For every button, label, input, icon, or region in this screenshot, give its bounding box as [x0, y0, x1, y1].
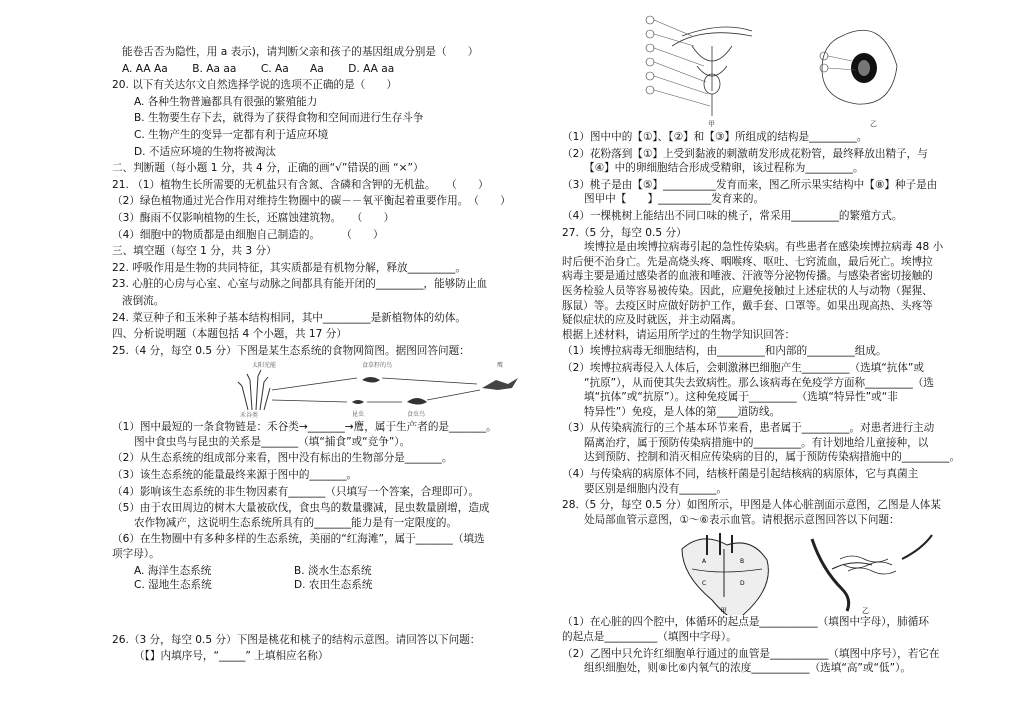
figure-label-jia: 甲 — [708, 120, 715, 128]
left-column — [112, 0, 550, 664]
q25-options-row-1 — [112, 564, 550, 579]
q26-4: （4）一棵桃树上能结出不同口味的桃子，常采用_________的繁殖方式。 — [562, 209, 903, 222]
peach-flower-diagram — [642, 6, 912, 131]
q26-3-line-2: 图甲中【 】__________发育来的。 — [584, 193, 765, 206]
q25-stem: 25.（4 分，每空 0.5 分）下图是某生态系统的食物网简图。据图回答问题： — [112, 344, 470, 357]
q27-prompt: 根据上述材料，请运用所学过的生物学知识回答： — [562, 328, 796, 341]
q27-stem: 27.（5 分，每空 0.5 分） — [562, 226, 687, 239]
q19-tail: 能卷舌否为隐性，用 a 表示)，请判断父亲和孩子的基因组成分别是（ ） — [122, 46, 479, 58]
q27-2-line-3: 填“抗体”或“抗原”）。这种免疫属于_________（选填“特异性”或“非 — [584, 391, 898, 404]
q27-passage-4: 医务检验人员等容易被传染。因此，应避免接触过上述症状的人与动物（猩猩、 — [562, 284, 933, 297]
peach-fruit-drawing — [822, 30, 897, 104]
q27-3-line-2: 隔离治疗，属于预防传染病措施中的_________。有计划地给儿童接种，以 — [584, 436, 929, 449]
q20-option-a: A. 各种生物普遍都具有很强的繁殖能力 — [134, 95, 318, 108]
label-grain: 禾谷类 — [240, 412, 259, 419]
q20-stem: 20. 以下有关达尔文自然选择学说的选项不正确的是（ ） — [112, 79, 398, 92]
q27-3-line-1: （3）从传染病流行的三个基本环节来看，患者属于_________。对患者进行主动 — [562, 422, 935, 435]
label-seed-bird: 食草籽的鸟 — [362, 362, 393, 370]
q25-5-line-1: （5）由于农田周边的树木大量被砍伐，食虫鸟的数量骤减，昆虫数量剧增，造成 — [112, 502, 490, 515]
q27-passage-5: 豚鼠）等。去疫区时应做好防护工作，戴手套、口罩等。如果出现高热、头疼等 — [562, 299, 933, 312]
q21-4: （4）细胞中的物质都是由细胞自己制造的。 （ ） — [112, 228, 384, 241]
q25-4: （4）影响该生态系统的非生物因素有_______（只填写一个答案，合理即可）。 — [112, 485, 479, 498]
food-web-figure — [112, 358, 550, 418]
q25-3: （3）该生态系统的能量最终来源于图中的_______。 — [112, 469, 358, 482]
q28-1-line-2: 的起点是__________（填图中字母）。 — [562, 631, 737, 644]
q27-2-line-2: “抗原”），从而使其失去致病性。那么该病毒在免疫学方面称_________（选 — [584, 376, 934, 389]
peach-figure — [562, 0, 1012, 130]
q19-options: A. AA Aa B. Aa aa C. Aa Aa D. AA aa — [122, 62, 395, 75]
q27-2-line-1: （2）埃博拉病毒侵入人体后，会刺激淋巴细胞产生_________（选填“抗体”或 — [562, 361, 925, 374]
q25-options-row-2 — [112, 578, 550, 593]
q28-2-line-1: （2）乙图中只允许红细胞单行通过的血管是___________（填图中序号），若它在 — [562, 647, 940, 660]
seed-bird-icon — [362, 377, 380, 383]
q28-1-line-1: （1）在心脏的四个腔中，体循环的起点是___________（填图中字母），肺循环 — [562, 616, 929, 629]
q27-1: （1）埃博拉病毒无细胞结构，由_________和内部的_________组成。 — [562, 345, 887, 358]
q25-2: （2）从生态系统的组成部分来看，图中没有标出的生物部分是_______。 — [112, 452, 453, 465]
vessel-drawing — [812, 535, 932, 611]
right-column — [562, 0, 1012, 676]
heart-label-d: D — [740, 580, 745, 588]
q28-2-line-2: 组织细胞处，则⑧比⑥内氧气的浓度___________（选填“高”或“低”）。 — [584, 662, 911, 675]
q21-1: 21. （1）植物生长所需要的无机盐只有含氮、含磷和含钾的无机盐。 （ ） — [112, 178, 489, 191]
q27-passage-1: 埃博拉是由埃博拉病毒引起的急性传染病。有些患者在感染埃博拉病毒 48 小 — [584, 241, 944, 254]
section-4-heading: 四、分析说明题（本题包括 4 个小题，共 17 分） — [112, 328, 347, 341]
q26-2-line-1: （2）花粉落到【①】上受到黏液的刺激萌发形成花粉管，最终释放出精子，与 — [562, 147, 928, 160]
q25-option-b: B. 淡水生态系统 — [294, 564, 372, 577]
heart-figure-label: 甲 — [720, 607, 727, 616]
q27-4-line-2: 要区别是细胞内没有_______。 — [584, 482, 728, 495]
section-2-heading: 二、判断题（每小题 1 分，共 4 分，正确的画“√”错误的画 “×”） — [112, 162, 424, 175]
q26-1: （1）图中中的【①】、【②】和【③】所组成的结构是_________。 — [562, 131, 868, 143]
label-insect-bird: 食虫鸟 — [407, 411, 426, 419]
flower-drawing — [672, 27, 752, 116]
label-insect: 昆虫 — [352, 411, 365, 419]
insect-icon — [352, 400, 364, 404]
q23-line-1: 23. 心脏的心房与心室、心室与动脉之间都具有能开闭的_________，能够防止血 — [112, 278, 488, 291]
q25-option-c: C. 湿地生态系统 — [134, 579, 212, 592]
hawk-icon — [482, 378, 518, 390]
q27-passage-6: 疑似症状的应及时就医，并主动隔离。 — [562, 314, 743, 327]
q21-3: （3）酶雨不仅影响植物的生长，还腐蚀建筑物。 （ ） — [112, 211, 395, 224]
label-hawk: 鹰 — [497, 362, 504, 370]
q27-2-line-4: 特异性”）免疫，是人体的第____道防线。 — [584, 405, 781, 418]
q25-option-d: D. 农田生态系统 — [294, 579, 373, 592]
q27-passage-3: 病毒主要是通过感染者的血液和唾液、汗液等分泌物传播。与感染者密切接触的 — [562, 270, 933, 283]
q26-2-line-2: 【④】中的卵细胞结合形成受精卵，该过程称为_________。 — [584, 162, 864, 175]
q27-passage-2: 时后便不治身亡。先是高烧头疼、咽喉疼、呕吐、七窍流血，最后死亡。埃博拉 — [562, 255, 933, 268]
grain-plant-icon — [238, 370, 270, 410]
flower-leader-lines — [654, 20, 710, 106]
food-web-diagram — [212, 358, 572, 418]
q24: 24. 菜豆种子和玉米种子基本结构相同，其中_________是新植物体的幼体。 — [112, 311, 466, 324]
q23-line-2: 液倒流。 — [122, 294, 165, 307]
heart-figure — [562, 527, 1012, 615]
q28-stem-line-1: 28.（5 分，每空 0.5 分）如图所示，甲图是人体心脏剖面示意图，乙图是人体某 — [562, 499, 941, 512]
q26-stem: 26.（3 分，每空 0.5 分）下图是桃花和桃子的结构示意图。请回答以下问题： — [112, 633, 481, 646]
q25-1-line-1: （1）图中最短的一条食物链是：禾谷类→_______→鹰，属于生产者的是_______。 — [112, 421, 497, 434]
q27-4-line-1: （4）与传染病的病原体不同，结核杆菌是引起结核病的病原体，它与真菌主 — [562, 468, 919, 481]
q20-option-d: D. 不适应环境的生物将被淘汰 — [134, 145, 277, 158]
heart-label-b: B — [740, 558, 745, 566]
q25-1-line-2: 图中食虫鸟与昆虫的关系是_______（填“捕食”或“竞争”）。 — [134, 435, 411, 448]
q22: 22. 呼吸作用是生物的共同特征，其实质都是有机物分解，释放_________。 — [112, 261, 466, 274]
q21-2: （2）绿色植物通过光合作用对维持生物圈中的碳－－氧平衡起着重要作用。 （ ） — [112, 195, 511, 208]
q26-instruction: （【】内填序号，“_____” 上填相应名称） — [134, 650, 329, 663]
insect-bird-icon — [407, 398, 427, 405]
q20-option-b: B. 生物要生存下去，就得为了获得食物和空间而进行生存斗争 — [134, 112, 424, 125]
q25-6-line-1: （6）在生物圈中有多种多样的生态系统，美丽的“红海滩”，属于_______（填选 — [112, 533, 485, 546]
q20-option-c: C. 生物产生的变异一定都有利于适应环境 — [134, 128, 329, 141]
q27-3-line-3: 达到预防、控制和消灭相应传染病的目的，属于预防传染病措施中的_________。 — [584, 451, 961, 464]
q26-3-line-1: （3）桃子是由【⑤】__________发育而来，图乙所示果实结构中【⑧】种子是由 — [562, 178, 938, 191]
section-3-heading: 三、填空题（每空 1 分，共 3 分） — [112, 245, 277, 258]
q25-6-line-2: 项字母）。 — [112, 548, 160, 561]
vessel-figure-label: 乙 — [862, 607, 869, 616]
q25-5-line-2: 农作物减产，这说明生态系统所具有的_______能力是有一定限度的。 — [134, 516, 458, 529]
heart-vessel-diagram — [662, 529, 962, 615]
figure-label-yi: 乙 — [870, 120, 877, 128]
heart-label-a: A — [702, 558, 707, 566]
heart-label-c: C — [702, 580, 707, 588]
heart-drawing — [682, 533, 768, 615]
q28-stem-line-2: 处局部血管示意图，①～⑥表示血管。请根据示意图回答以下问题： — [584, 513, 900, 526]
q25-option-a: A. 海洋生态系统 — [134, 564, 212, 577]
label-sunlight: 太阳光能 — [252, 362, 277, 370]
